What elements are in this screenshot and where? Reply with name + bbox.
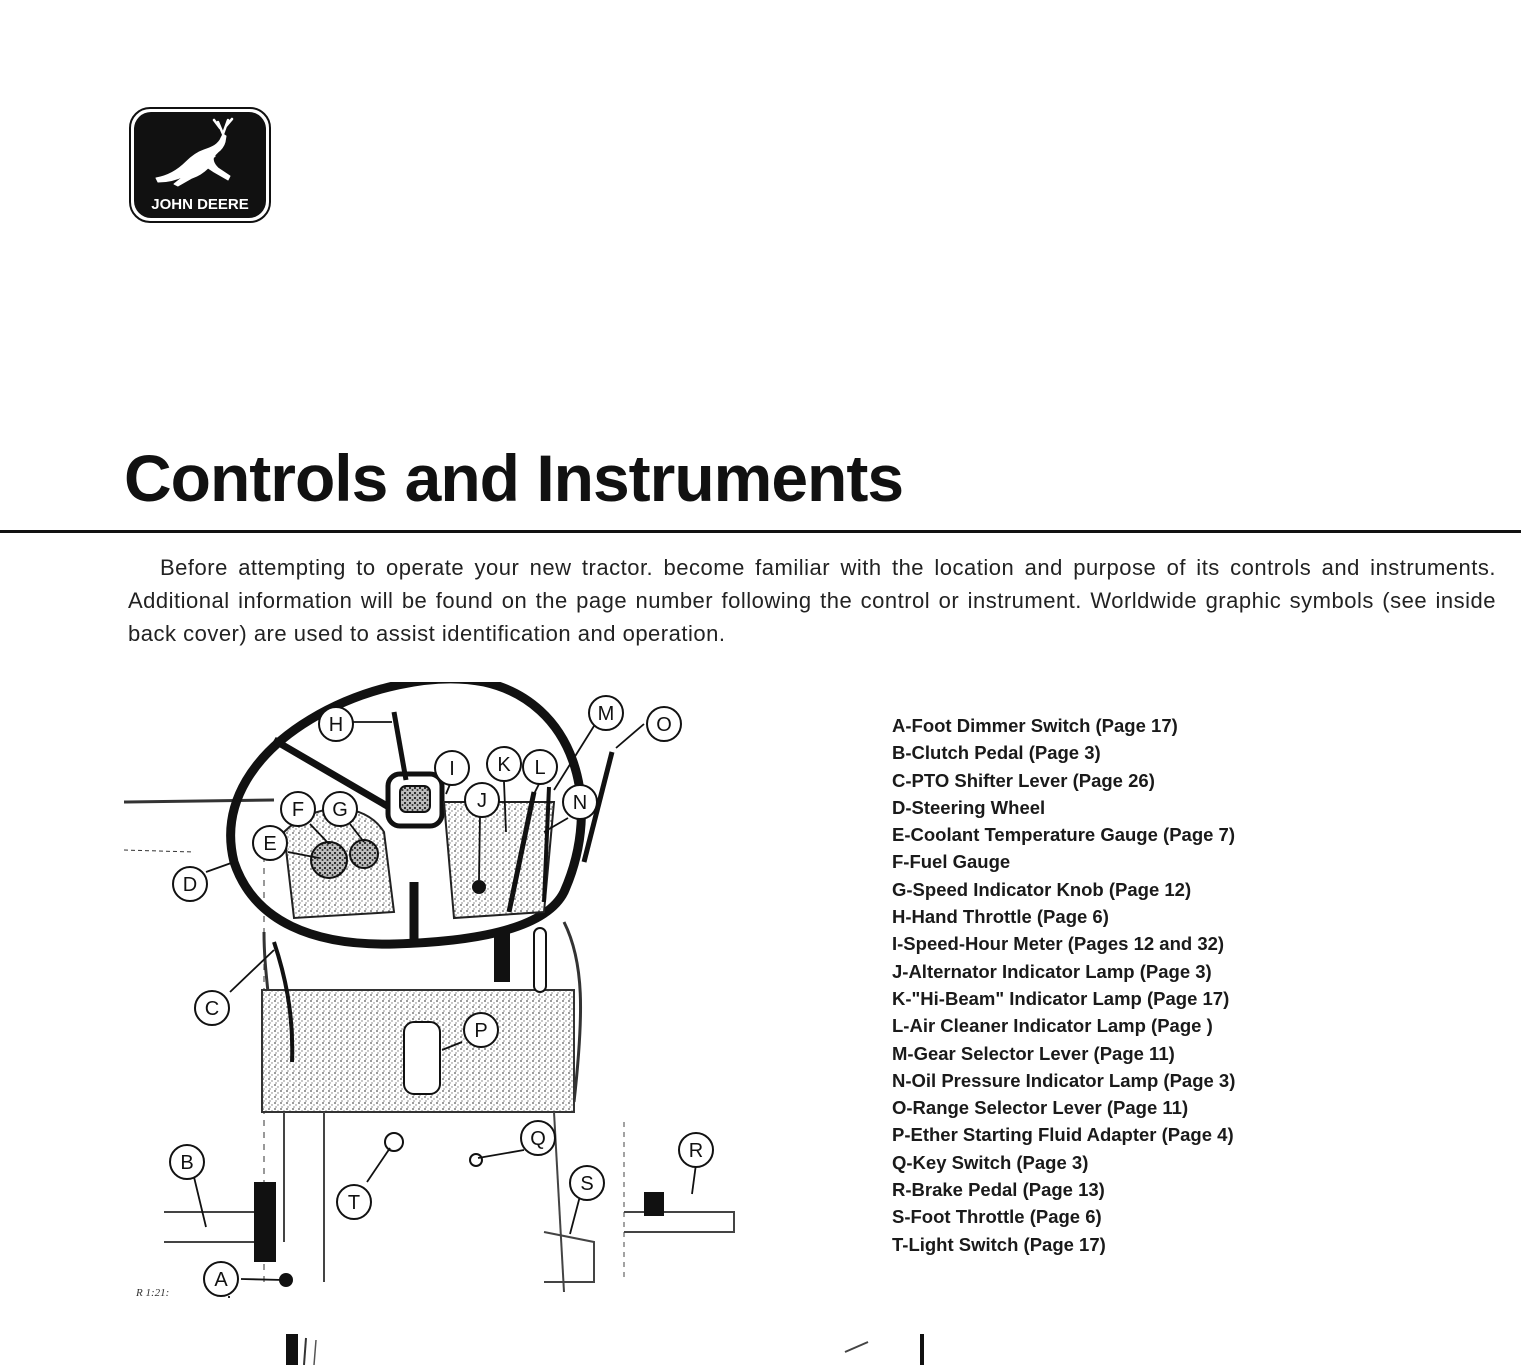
callout-a [204, 1262, 238, 1296]
callout-label: C [204, 998, 220, 1020]
callout-r [679, 1133, 713, 1167]
callout-m [589, 696, 623, 730]
legend-item: O-Range Selector Lever (Page 11) [892, 1097, 1189, 1119]
callout-label: J [477, 790, 487, 812]
legend-item: F-Fuel Gauge [892, 851, 1011, 873]
callout-label: I [449, 758, 455, 780]
callout-label: T [347, 1192, 361, 1214]
page-title: Controls and Instruments [124, 441, 904, 515]
intro-paragraph: Before attempting to operate your new tractor. become familiar with the location and purpose of its controls and instruments. Additional information will be found on the page number following the control or instrument. Worldwide graphic symbols (see inside back cover) are used to assist identification and operation. [128, 555, 1496, 646]
legend-item: P-Ether Starting Fluid Adapter (Page 4) [892, 1124, 1234, 1146]
logo-text: JOHN DEERE [151, 196, 249, 213]
legend-item: E-Coolant Temperature Gauge (Page 7) [892, 824, 1235, 846]
callout-k [487, 747, 521, 781]
callout-label: E [263, 833, 277, 855]
callout-label: G [332, 799, 348, 821]
legend-item: Q-Key Switch (Page 3) [892, 1151, 1089, 1173]
legend-item: T-Light Switch (Page 17) [892, 1233, 1106, 1255]
callout-label: B [180, 1152, 194, 1174]
legend-item: J-Alternator Indicator Lamp (Page 3) [892, 960, 1212, 982]
legend-item: H-Hand Throttle (Page 6) [892, 906, 1109, 928]
callout-label: R [688, 1140, 704, 1162]
callout-b [170, 1145, 204, 1179]
callout-q [521, 1121, 555, 1155]
callout-p [464, 1013, 498, 1047]
legend-item: A-Foot Dimmer Switch (Page 17) [892, 715, 1178, 736]
logo-badge [128, 106, 272, 224]
callout-t [337, 1185, 371, 1219]
callout-s [570, 1166, 604, 1200]
legend-item: M-Gear Selector Lever (Page 11) [892, 1042, 1175, 1064]
callout-g [323, 792, 357, 826]
john-deere-logo [128, 106, 272, 224]
callout-o [647, 707, 681, 741]
scan-artifacts [0, 1320, 1521, 1365]
callout-j [465, 783, 499, 817]
legend-item: L-Air Cleaner Indicator Lamp (Page ) [892, 1015, 1213, 1037]
legend-item: S-Foot Throttle (Page 6) [892, 1206, 1102, 1228]
callout-label: S [580, 1173, 594, 1195]
callout-h [319, 707, 353, 741]
callout-label: D [182, 874, 198, 896]
callout-i [435, 751, 469, 785]
legend-item: D-Steering Wheel [892, 796, 1046, 818]
illustration-canvas [124, 682, 784, 1310]
callout-label: F [291, 799, 305, 821]
floor-area [164, 1112, 734, 1292]
callout-label: N [572, 792, 588, 814]
legend-item: R-Brake Pedal (Page 13) [892, 1179, 1105, 1201]
legend-item: I-Speed-Hour Meter (Pages 12 and 32) [892, 933, 1225, 955]
callout-f [281, 792, 315, 826]
callout-label: A [214, 1269, 228, 1291]
tractor-controls-illustration [124, 682, 784, 1310]
legend-item: B-Clutch Pedal (Page 3) [892, 742, 1101, 764]
callout-c [195, 991, 229, 1025]
figure-code: R 1:21: [136, 1287, 170, 1299]
callout-d [173, 867, 207, 901]
callout-e [253, 826, 287, 860]
legend-item: N-Oil Pressure Indicator Lamp (Page 3) [892, 1069, 1236, 1091]
title-divider [0, 530, 1521, 533]
callout-label: Q [530, 1128, 546, 1150]
callout-label: O [656, 714, 672, 736]
callout-label: L [534, 757, 546, 779]
callout-label: P [474, 1020, 488, 1042]
legend-item: C-PTO Shifter Lever (Page 26) [892, 769, 1155, 791]
controls-legend [892, 712, 1235, 1258]
callout-label: K [497, 754, 511, 776]
callout-label: H [328, 714, 344, 736]
callout-n [563, 785, 597, 819]
legend-item: G-Speed Indicator Knob (Page 12) [892, 878, 1192, 900]
callout-l [523, 750, 557, 784]
tractor-body [262, 922, 581, 1112]
legend-item: K-"Hi-Beam" Indicator Lamp (Page 17) [892, 987, 1230, 1009]
callout-label: M [597, 703, 615, 725]
